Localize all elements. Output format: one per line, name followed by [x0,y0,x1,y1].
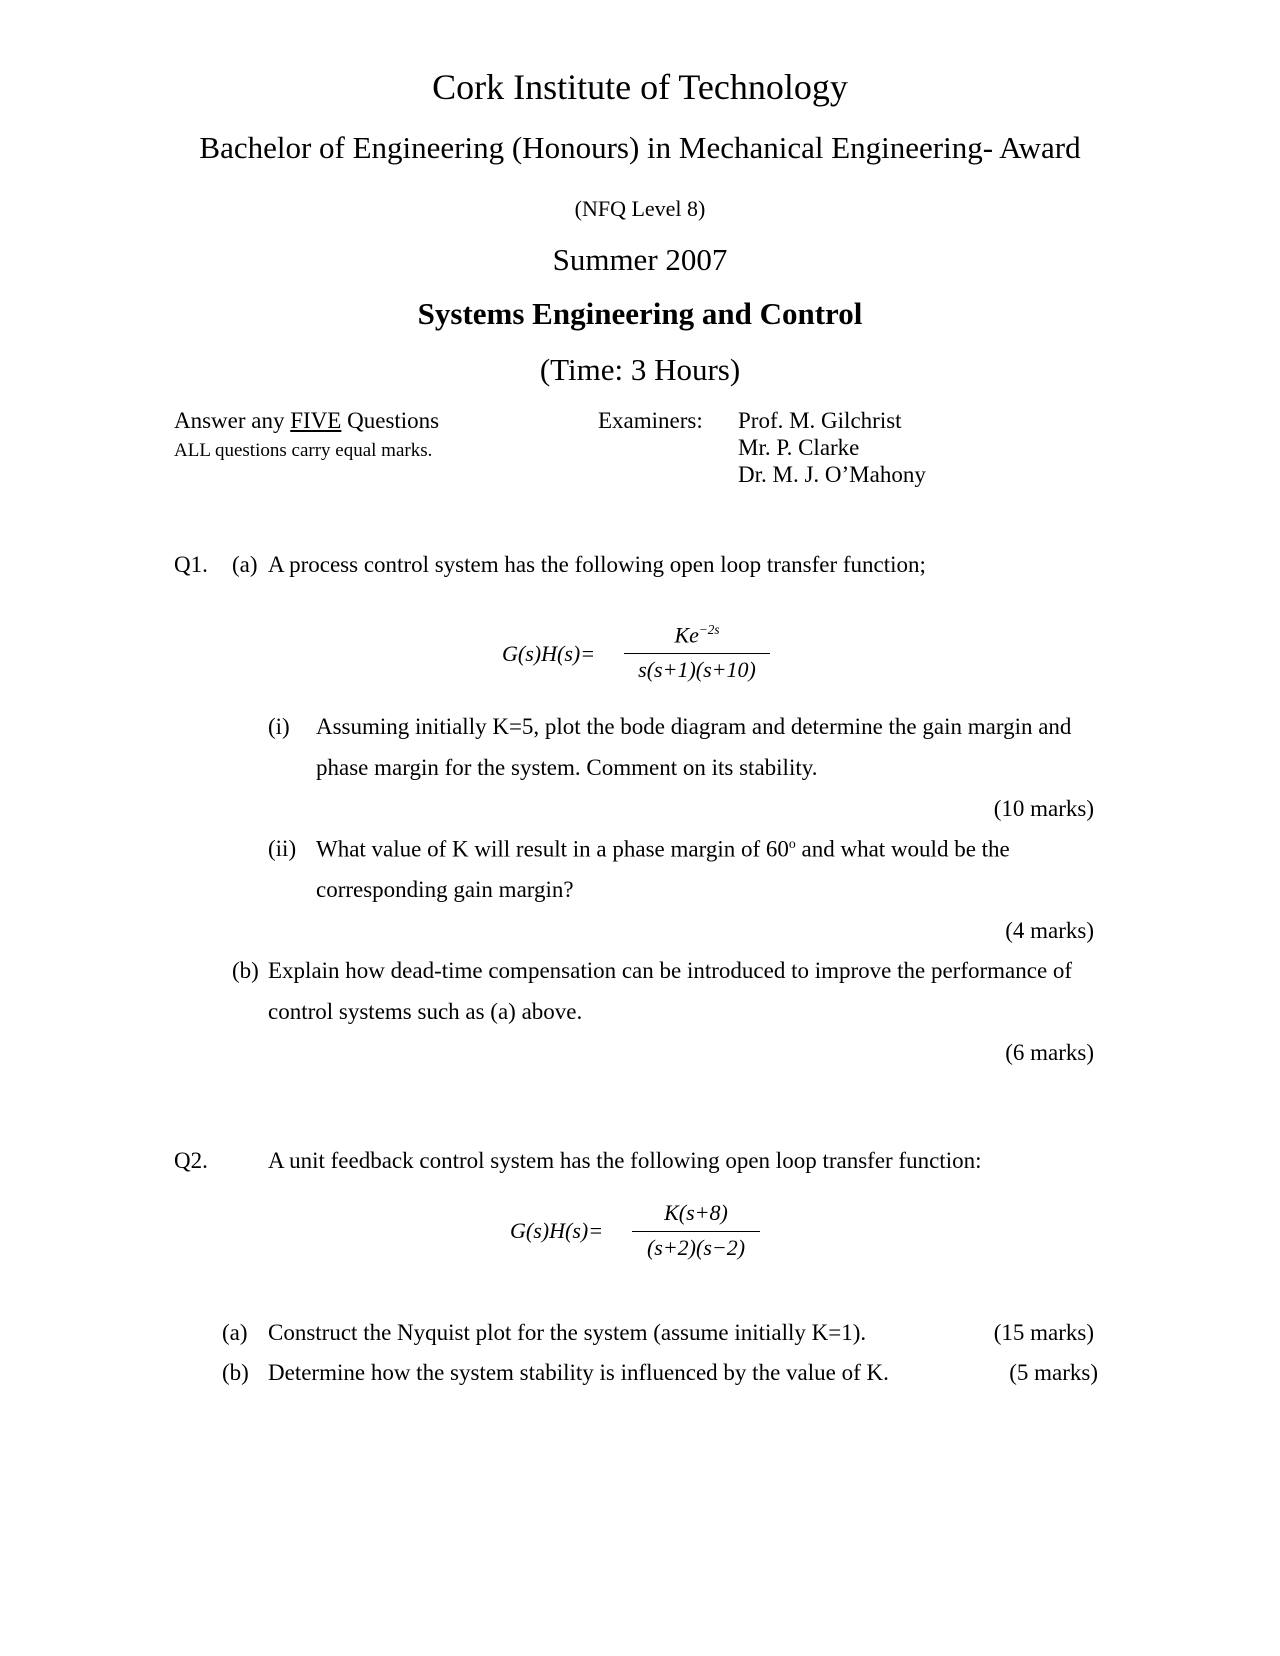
examiner-2: Mr. P. Clarke [738,435,860,460]
q1-part-b-label: (b) [232,958,259,983]
examiner-1: Prof. M. Gilchrist [738,408,902,433]
answer-suffix: Questions [341,408,440,433]
q2-a-marks: (15 marks) [993,1320,1094,1345]
answer-count: FIVE [290,408,342,433]
q2-b-text: Determine how the system stability is influenced by the value of K. [268,1360,889,1385]
q1-ii-line2: corresponding gain margin? [316,877,574,902]
q2-tf-fraction-bar [632,1231,760,1232]
exam-session: Summer 2007 [552,242,728,277]
q2-b-marks: (5 marks) [1009,1360,1098,1385]
q2-intro: A unit feedback control system has the following open loop transfer function: [268,1148,982,1173]
q1-tf-num-base: Ke [674,622,699,648]
exam-duration: (Time: 3 Hours) [539,352,741,387]
q2-tf-numerator: K(s+8) [664,1200,728,1225]
q1-part-a-text: A process control system has the following open loop transfer function; [268,552,926,577]
q2-tf-denominator: (s+2)(s−2) [646,1235,746,1260]
q1-tf-fraction-bar [624,653,770,654]
q2-b-label: (b) [222,1360,249,1385]
q1-ii-marks: (4 marks) [1005,918,1094,943]
q1-i-line2: phase margin for the system. Comment on its stability. [316,755,818,780]
q1-tf-denominator: s(s+1)(s+10) [638,657,756,682]
examiners-label: Examiners: [598,408,703,433]
q1-ii-line1 [316,836,1010,863]
examiner-3: Dr. M. J. O’Mahony [738,462,926,487]
q1-i-marks: (10 marks) [993,796,1094,821]
q1-i-line1: Assuming initially K=5, plot the bode diagram and determine the gain margin and [316,714,1072,739]
answer-instruction [174,408,439,434]
q2-number: Q2. [174,1148,208,1173]
nfq-level: (NFQ Level 8) [574,196,706,221]
q1-tf-num-exponent: −2s [698,622,720,637]
q1-i-label: (i) [268,714,290,739]
answer-prefix: Answer any [174,408,291,433]
institute-name: Cork Institute of Technology [432,67,848,107]
q1-tf-lhs: G(s)H(s)= [502,641,596,666]
q2-tf-lhs: G(s)H(s)= [510,1218,604,1243]
module-title: Systems Engineering and Control [417,296,863,331]
equal-marks-note: ALL questions carry equal marks. [174,440,433,461]
q1-number: Q1. [174,552,208,577]
q1-ii-line1-end: and what would be the [795,836,1010,862]
q1-ii-line1-start: What value of K will result in a phase margin of 60 [316,836,789,862]
q1-part-a-label: (a) [232,552,258,577]
q1-tf-numerator [624,622,770,648]
programme-title: Bachelor of Engineering (Honours) in Mechanical Engineering- Award [199,130,1081,165]
q2-a-text: Construct the Nyquist plot for the system (assume initially K=1). [268,1320,867,1345]
q1-part-b-line1: Explain how dead-time compensation can be introduced to improve the performance of [268,958,1073,983]
q1-part-b-marks: (6 marks) [1005,1040,1094,1065]
q2-a-label: (a) [222,1320,248,1345]
q1-part-b-line2: control systems such as (a) above. [268,999,583,1024]
q1-ii-label: (ii) [268,836,297,861]
degree-symbol: o [788,836,796,851]
